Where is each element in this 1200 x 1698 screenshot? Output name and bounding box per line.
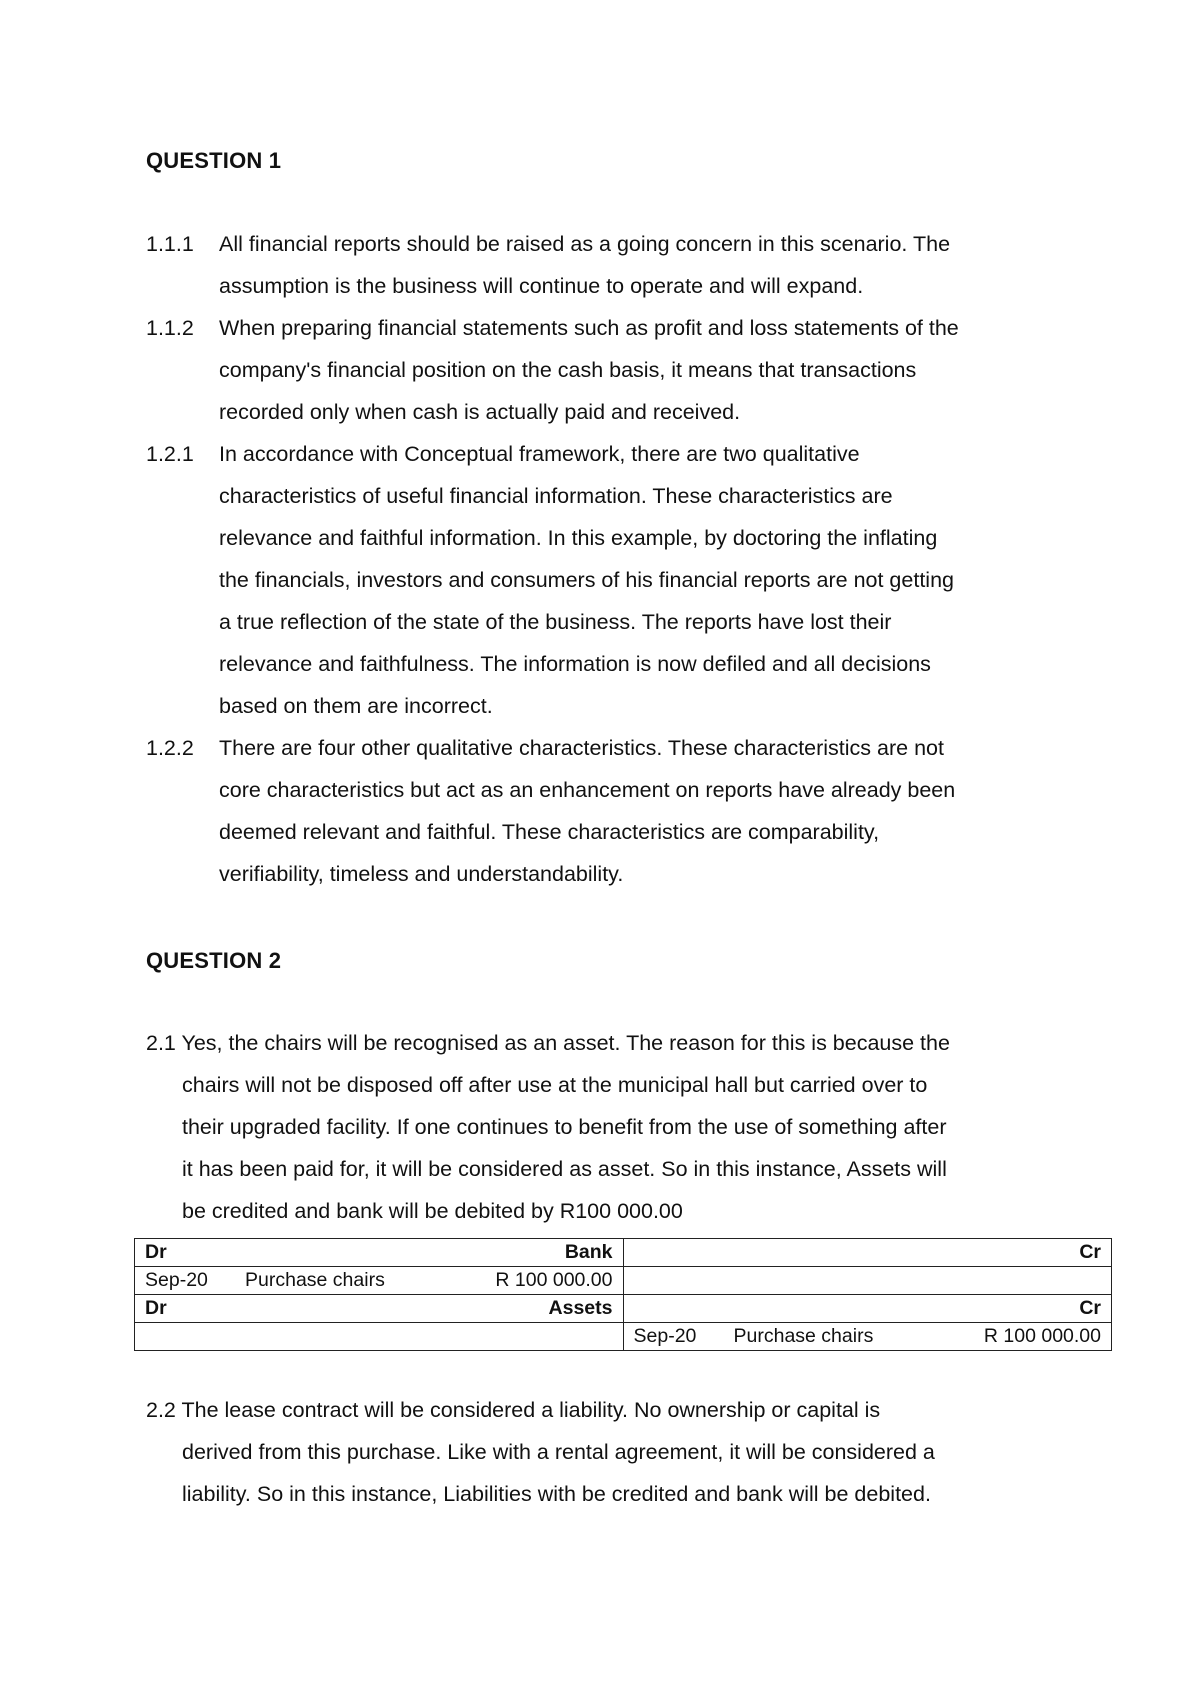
entry-description: Purchase chairs [733, 1325, 874, 1347]
answer-2-1 [146, 1022, 1086, 1232]
credit-label: Cr [623, 1295, 1112, 1323]
answer-1-1-2 [146, 307, 1086, 433]
debit-label: Dr [145, 1297, 167, 1319]
answer-1-1-1 [146, 223, 1086, 307]
credit-label: Cr [623, 1239, 1112, 1267]
answer-text: All financial reports should be raised as a going concern in this scenario. The assumption is the business will continue to operate and will expand. [219, 232, 951, 298]
assets-header-row [135, 1295, 1112, 1323]
answer-number: 1.1.2 [146, 316, 194, 340]
bank-header-row [135, 1239, 1112, 1267]
bank-entry-row [135, 1267, 1112, 1295]
empty-credit-cell [623, 1267, 1112, 1295]
question-2-heading: QUESTION 2 [146, 948, 282, 973]
answer-number: 1.1.1 [146, 232, 194, 256]
account-title-bank: Bank [564, 1241, 613, 1263]
answer-1-2-1 [146, 433, 1086, 727]
t-account-table [134, 1238, 1112, 1351]
entry-date: Sep-20 [633, 1325, 697, 1347]
answer-1-2-2 [146, 727, 1086, 895]
answer-2-2 [146, 1389, 1086, 1515]
entry-amount: R 100 000.00 [495, 1269, 613, 1291]
account-title-assets: Assets [548, 1297, 613, 1319]
entry-amount: R 100 000.00 [983, 1325, 1101, 1347]
entry-description: Purchase chairs [245, 1269, 385, 1291]
assets-entry-row [135, 1323, 1112, 1351]
debit-label: Dr [145, 1241, 167, 1263]
answer-text: There are four other qualitative characteristics. These characteristics are not core characteristics but act as an enhancement on reports have already been deemed relevant and faithful. These characteristics are comparability, verifiability, timeless and understandability. [219, 736, 956, 886]
answer-text: 2.1 Yes, the chairs will be recognised as an asset. The reason for this is because the chairs will not be disposed off after use at the municipal hall but carried over to their upgraded facility. If one continues to benefit from the use of something after it has been paid for, it will be considered as asset. So in this instance, Assets will be credited and bank will be debited by R100 000.00 [146, 1031, 950, 1223]
answer-number: 1.2.1 [146, 442, 194, 466]
answer-text: When preparing financial statements such as profit and loss statements of the company's financial position on the cash basis, it means that transactions recorded only when cash is actually paid and received. [219, 316, 959, 424]
question-1-heading: QUESTION 1 [146, 148, 282, 173]
entry-date: Sep-20 [145, 1269, 208, 1291]
answer-number: 1.2.2 [146, 736, 194, 760]
answer-text: 2.2 The lease contract will be considered a liability. No ownership or capital is derived from this purchase. Like with a rental agreement, it will be considered a liability. So in this instance, Liabilities with be credited and bank will be debited. [146, 1398, 935, 1506]
answer-text: In accordance with Conceptual framework, there are two qualitative characteristics of useful financial information. These characteristics are relevance and faithful information. In this example, by doctoring the inflating the financials, investors and consumers of his financial reports are not getting a true reflection of the state of the business. The reports have lost their relevance and faithfulness. The information is now defiled and all decisions based on them are incorrect. [219, 442, 954, 718]
empty-debit-cell [135, 1323, 624, 1351]
